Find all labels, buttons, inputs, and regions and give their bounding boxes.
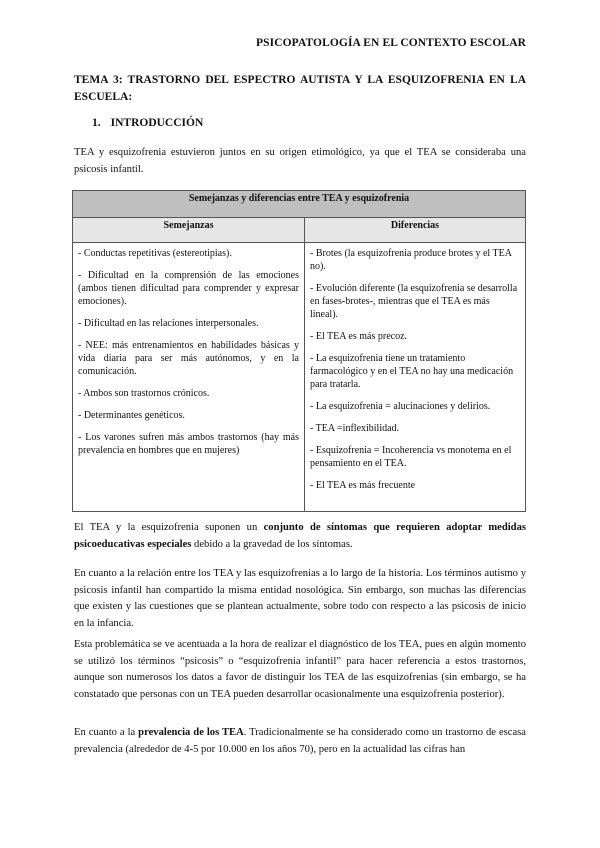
- table-title: Semejanzas y diferencias entre TEA y esquizofrenia: [73, 191, 526, 218]
- comparison-table: [72, 190, 526, 512]
- intro-paragraph: TEA y esquizofrenia estuvieron juntos en su origen etimológico, ya que el TEA se consideraba una psicosis infantil.: [74, 147, 526, 175]
- paragraph-prevalencia: En cuanto a la prevalencia de los TEA. Tradicionalmente se ha considerado como un trastorno de escasa prevalencia (alrededor de 4-5 por 10.000 en los años 70), pero en la actualidad las cifras han: [74, 727, 526, 755]
- diferencias-cell: [305, 243, 526, 512]
- column-header-semejanzas: Semejanzas: [73, 218, 305, 243]
- list-item: - El TEA es más precoz.: [310, 331, 408, 342]
- list-item: - Evolución diferente (la esquizofrenia se desarrolla en fases-brotes-, mientras que el TEA es más lineal).: [310, 283, 518, 320]
- list-item: - La esquizofrenia = alucinaciones y delirios.: [310, 401, 491, 412]
- list-item: - Ambos son trastornos crónicos.: [78, 388, 210, 399]
- emphasis-text: prevalencia de los TEA: [138, 727, 244, 738]
- paragraph-medidas: El TEA y la esquizofrenia suponen un conjunto de síntomas que requieren adoptar medidas psicoeducativas especiales debido a la gravedad de los síntomas.: [74, 522, 526, 550]
- list-item: - El TEA es más frecuente: [310, 480, 416, 491]
- section-number: 1.: [92, 117, 101, 129]
- running-header: PSICOPATOLOGÍA EN EL CONTEXTO ESCOLAR: [256, 37, 526, 49]
- paragraph-relacion-historia: En cuanto a la relación entre los TEA y las esquizofrenias a lo largo de la historia. Los términos autismo y psicosis infantil han compartido la misma entidad nosológica. Sin embargo, son muchas las diferencias que existen y las cuestiones que se plantean actualmente, sobre todo con respecto a las psicosis de inicio en la infancia.: [74, 568, 526, 629]
- list-item: - Esquizofrenia = Incoherencia vs monotema en el pensamiento en el TEA.: [310, 445, 512, 469]
- emphasis-text: conjunto de síntomas que requieren adoptar medidas psicoeducativas especiales: [74, 522, 526, 550]
- list-item: - NEE: más entrenamientos en habilidades básicas y vida diaria para ser más autónomos, y en la comunicación.: [78, 340, 299, 377]
- list-item: - Los varones sufren más ambos trastornos (hay más prevalencia en hombres que en mujeres): [78, 432, 299, 456]
- list-item: - Dificultad en las relaciones interpersonales.: [78, 318, 259, 329]
- section-title: INTRODUCCIÓN: [110, 117, 204, 129]
- list-item: - TEA =inflexibilidad.: [310, 423, 400, 434]
- paragraph-diagnostico: Esta problemática se ve acentuada a la hora de realizar el diagnóstico de los TEA, pues en algún momento se utilizó los términos “psicosis” o “esquizofrenia infantil” para hacer referencia a estos trastornos, aunque son numerosos los datos a favor de distinguir los TEA de las esquizofrenias (sin embargo, se ha constatado que personas con un TEA pueden desarrollar ocasionalmente una esquizofrenia posterior).: [74, 639, 526, 700]
- list-item: - Brotes (la esquizofrenia produce brotes y el TEA no).: [310, 248, 512, 272]
- list-item: - Dificultad en la comprensión de las emociones (ambos tienen dificultad para comprender y expresar emociones).: [78, 270, 299, 307]
- list-item: - La esquizofrenia tiene un tratamiento farmacológico y en el TEA no hay una medicación para tratarla.: [310, 353, 514, 390]
- list-item: - Conductas repetitivas (estereotipias).: [78, 248, 232, 259]
- section-heading: [92, 117, 203, 129]
- list-item: - Determinantes genéticos.: [78, 410, 185, 421]
- semejanzas-cell: [73, 243, 305, 512]
- column-header-diferencias: Diferencias: [305, 218, 526, 243]
- topic-title: TEMA 3: TRASTORNO DEL ESPECTRO AUTISTA Y LA ESQUIZOFRENIA EN LA ESCUELA:: [74, 74, 526, 103]
